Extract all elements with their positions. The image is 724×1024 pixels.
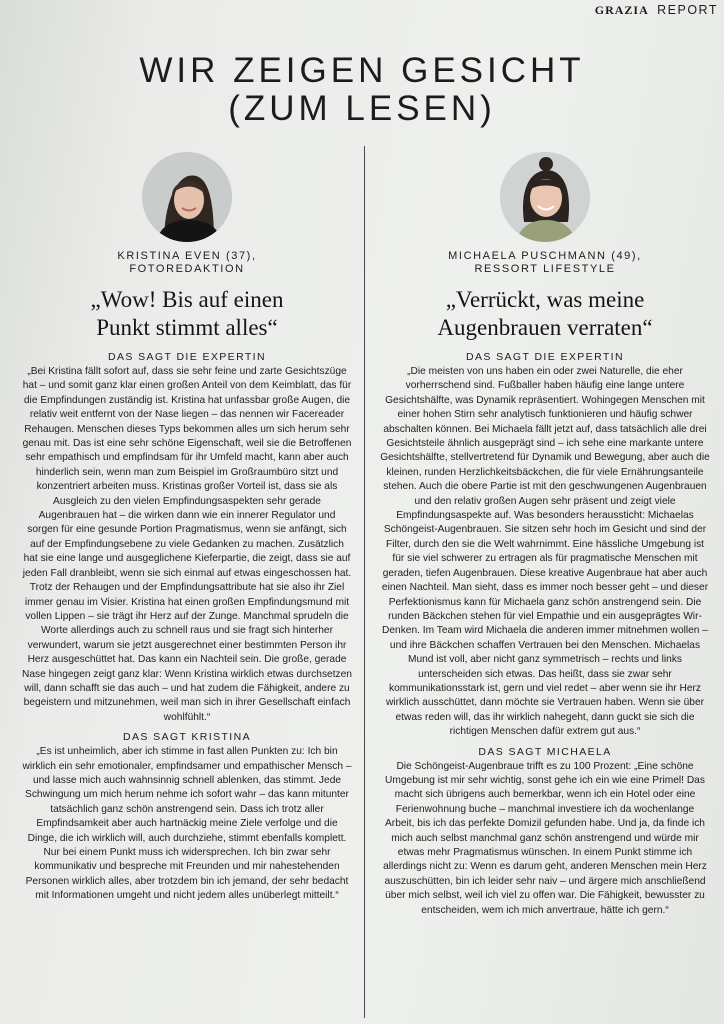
article-title — [0, 52, 724, 128]
title-line-1: WIR ZEIGEN GESICHT — [139, 51, 585, 90]
name-line: KRISTINA EVEN (37), — [117, 250, 257, 262]
quote-line: Punkt stimmt alles“ — [96, 315, 278, 340]
avatar-kristina — [142, 152, 232, 242]
pull-quote — [22, 286, 352, 342]
self-text: Die Schöngeist-Augenbraue trifft es zu 100 Prozent: „Eine schöne Umgebung ist mir sehr wichtig, sonst gehe ich ein wie eine Primel! Das macht sich übrigens auch bemerkbar, wenn ich ein Hotel oder eine Ferienwohnung buche – manchmal investiere ich da wochenlange Arbeit, bis ich das perfekte Domizil gefunden habe. Und ja, da finde ich mich auch selbst manchmal ganz schön anstrengend und würde mir etwas mehr Pragmatismus wünschen. In einem Punkt stimme ich allerdings nicht zu: Wenn es darum geht, anderen Menschen mein Herz auszuschütten, bin ich leider sehr naiv – und ärgere mich anschließend über mich selbst, weil ich viel zu offen war. Die Fähigkeit, bewusster zu entscheiden, wem ich mich anvertraue, hätte ich gern.“ — [383, 760, 707, 916]
role-line: RESSORT LIFESTYLE — [474, 263, 616, 275]
right-column — [380, 150, 710, 918]
role-line: FOTOREDAKTION — [129, 263, 245, 275]
name-line: MICHAELA PUSCHMANN (49), — [448, 250, 642, 262]
left-column — [22, 150, 352, 904]
portrait-kristina-icon — [142, 152, 232, 242]
column-divider — [364, 146, 365, 1018]
title-line-2: (ZUM LESEN) — [228, 89, 496, 128]
self-text: „Es ist unheimlich, aber ich stimme in fast allen Punkten zu: Ich bin wirklich ein sehr emotionaler, empfindsamer und empathischer Mensch – und lasse mich auch wahnsinnig schnell ablenken, das stimmt. Jede Schwingung um mich herum nehme ich sofort wahr – das kann mitunter tatsächlich ganz schön anstrengend sein. Dass ich trotz aller Empfindsamkeit aber auch hartnäckig meine Ziele verfolge und die Dinge, die ich wirklich will, auch durchziehe, stimmt ebenfalls komplett. Nur bei einem Punkt muss ich widersprechen. Ich bin zwar sehr kommunikativ und bespreche mit Freunden und mir nahestehenden Personen wirklich alles, aber trotzdem bin ich jemand, der sehr bedacht mit Informationen umgeht und nicht jedem alles unüberlegt mitteilt.“ — [22, 746, 352, 902]
expert-label: DAS SAGT DIE EXPERTIN — [108, 351, 266, 363]
pull-quote — [380, 286, 710, 342]
self-label: DAS SAGT KRISTINA — [122, 731, 252, 744]
page-header — [595, 3, 718, 18]
expert-text: „Die meisten von uns haben ein oder zwei Naturelle, die eher vorherrschend sind. Fußballer haben häufig eine lange untere Gesichtshälfte, was Dynamik repräsentiert. Wohingegen Menschen mit einer hohen Stirn sehr analytisch funktionieren und häufig schwer abschalten können. Bei Michaela fällt jetzt auf, dass tatsächlich alle drei Gesichtsteile ähnlich ausgeprägt sind – ich sehe eine markante untere Gesichtshälfte, stellvertretend für Dynamik und Bewegung, aber auch die kleinen, runden Herzlichkeitsbäckchen, die für viele Ernährungsanteile stehen. Auch die obere Partie ist mit den geschwungenen Augenbrauen und den relativ großen Augen sehr präsent und zeigt viele Empfindungsaspekte auf. Was besonders heraussticht: Michaelas Schöngeist-Augenbrauen. Sie sitzen sehr hoch im Gesicht und sind der Filter, durch den sie die Welt wahrnimmt. Eine hässliche Umgebung ist für sie viel schwerer zu ertragen als für pragmatische Menschen mit geraden, tiefen Augenbrauen. Diese kreative Augenbraue hat aber auch einen Nachteil. Man sieht, dass es immer noch besser geht – und dieser Perfektionismus kann für Michaela ganz schön anstrengend sein. Die runden Bäckchen stehen für viel Empathie und ein ausgeprägtes Wir-Denken. Im Team wird Michaela die anderen immer mitnehmen wollen – und ihre Bäckchen schaffen Vertrauen bei den Menschen. Michaelas Mund ist voll, aber nicht ganz symmetrisch – rechts und links unterscheiden sich etwas. Das heißt, dass sie zwar sehr kommunikationsstark ist, gern und viel redet – aber wenn sie ihr Herz wirklich ausschüttet, dann möchte sie Vertrauen haben. Wenn sie über etwas reden will, das ihr wirklich nahegeht, dann guckt sie sich die richtigen Menschen dafür extrem gut aus.“ — [380, 366, 710, 738]
self-label: DAS SAGT MICHAELA — [478, 745, 612, 758]
person-name — [22, 250, 352, 276]
expert-text: „Bei Kristina fällt sofort auf, dass sie sehr feine und zarte Gesichtszüge hat – und somit ganz klar einen großen Anteil von dem Keimblatt, das für die Empfindungen zuständig ist. Kristina hat unfassbar große Augen, die relativ weit entfernt von der Nase liegen – das nennen wir Facereader Rehaugen. Menschen dieses Typs bekommen alles um sich herum sehr genau mit. Das ist eine sehr schöne Eigenschaft, weil sie die Betroffenen sehr empathisch und empfindsam für ihr Umfeld macht, kann aber auch hinderlich sein, wenn man zum Beispiel im Großraumbüro sitzt und konzentriert arbeiten muss. Kristinas großer Vorteil ist, dass sie als Ausgleich zu den vielen Empfindungsaspekten sehr gerade Augenbrauen hat – die wirken dann wie ein innerer Regulator und sorgen für eine gesunde Portion Pragmatismus, wenn sie anfängt, sich auf der Empfindungsebene zu viele Gedanken zu machen. Zusätzlich hat sie eine lange und ausgeglichene Kieferpartie, die zeigt, dass sie auf jeden Fall dranbleibt, wenn sie sich einmal auf etwas eingeschossen hat. Trotz der Rehaugen und der Empfindungsattribute hat sie also ihr Ziel immer genau im Visier. Kristina hat einen großen Empfindungsmund mit vollen Lippen – sie trägt ihr Herz auf der Zunge. Manchmal sprudeln die Worte allerdings auch zu schnell raus und sie fragt sich hinterher verwundert, warum sie jetzt ausgerechnet einer bestimmten Person ihr Herz ausgeschüttet hat. Das kann ein Nachteil sein. Die große, gerade Nase hingegen zeigt ganz klar: Wenn Kristina wirklich etwas durchsetzen will, dann schafft sie das auch – und hat zudem die Fähigkeit, andere zu begeistern und mitzunehmen, weil man sich in ihrer Gesellschaft einfach wohlfühlt.“ — [22, 366, 352, 723]
portrait-michaela-icon — [500, 152, 590, 242]
avatar-michaela — [500, 152, 590, 242]
expert-label: DAS SAGT DIE EXPERTIN — [466, 351, 624, 363]
person-name — [380, 250, 710, 276]
quote-line: Augenbrauen verraten“ — [437, 315, 653, 340]
quote-line: „Verrückt, was meine — [445, 287, 645, 312]
section-label: REPORT — [657, 3, 718, 17]
quote-line: „Wow! Bis auf einen — [90, 287, 284, 312]
magazine-brand: GRAZIA — [594, 3, 649, 17]
